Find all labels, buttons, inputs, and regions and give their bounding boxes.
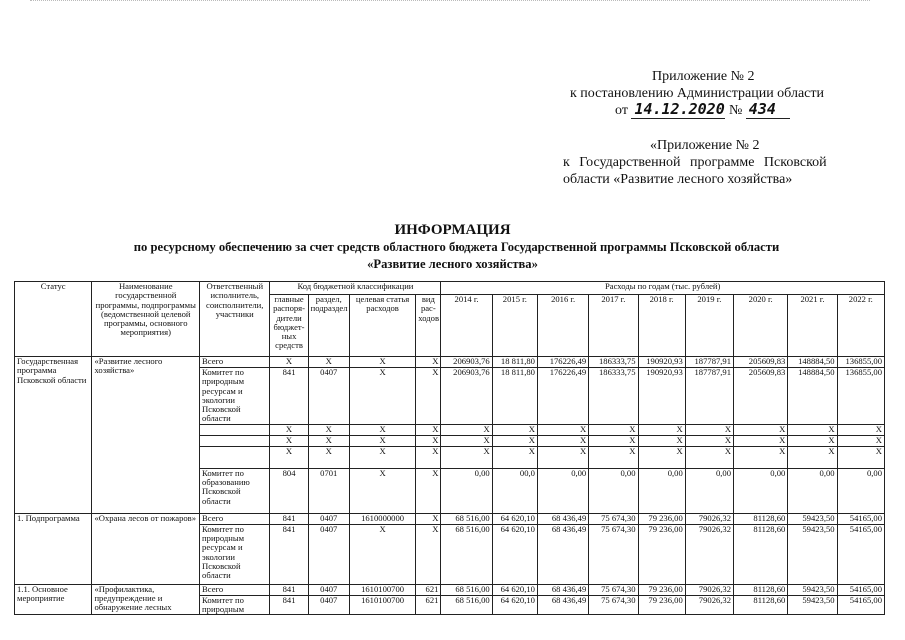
cell-expense-value: X: [589, 435, 638, 446]
cell-expense-value: 18 811,80: [492, 357, 537, 368]
header-name: Наименование государственной программы, подпрограммы (ведомственной целевой программы, основного мероприятия): [92, 282, 200, 357]
appendix-line2: к постановлению Администрации области: [570, 86, 824, 101]
cell-section: 0407: [308, 513, 349, 524]
cell-target: X: [349, 357, 415, 368]
cell-expense-value: X: [685, 446, 733, 468]
cell-section: X: [308, 435, 349, 446]
cell-expense-value: X: [441, 446, 492, 468]
table-row: [15, 513, 885, 524]
cell-grbs: 841: [270, 584, 308, 595]
cell-grbs: 804: [270, 468, 308, 513]
cell-expense-value: X: [537, 446, 588, 468]
handwritten-date: 14.12.2020: [631, 101, 725, 119]
cell-section: 0407: [308, 595, 349, 615]
cell-responsible: [200, 424, 270, 435]
header-year: 2017 г.: [589, 295, 638, 357]
cell-expense-value: X: [734, 435, 788, 446]
date-prefix: от: [615, 103, 628, 118]
cell-responsible: Комитет по природным ресурсам и экологии Псковской области: [200, 524, 270, 584]
cell-expense-value: 18 811,80: [492, 368, 537, 425]
cell-expense-value: 187787,91: [685, 357, 733, 368]
cell-expense-value: 68 516,00: [441, 584, 492, 595]
cell-grbs: X: [270, 357, 308, 368]
header-responsible: Ответственный исполнитель, соисполнители, участники: [200, 282, 270, 357]
cell-expense-value: X: [788, 446, 837, 468]
cell-kind: X: [416, 468, 441, 513]
header-year: 2018 г.: [638, 295, 685, 357]
cell-grbs: 841: [270, 368, 308, 425]
cell-expense-value: X: [638, 435, 685, 446]
cell-section: 0701: [308, 468, 349, 513]
cell-grbs: 841: [270, 513, 308, 524]
cell-kind: X: [416, 424, 441, 435]
cell-expense-value: 79026,32: [685, 595, 733, 615]
cell-expense-value: 75 674,30: [589, 524, 638, 584]
cell-expense-value: 0,00: [537, 468, 588, 513]
cell-expense-value: 68 436,49: [537, 595, 588, 615]
cell-kind: X: [416, 357, 441, 368]
cell-expense-value: 81128,60: [734, 524, 788, 584]
cell-expense-value: X: [537, 435, 588, 446]
cell-kind: 621: [416, 595, 441, 615]
header-year: 2021 г.: [788, 295, 837, 357]
document-title: ИНФОРМАЦИЯ: [394, 222, 511, 238]
number-prefix: №: [728, 103, 743, 118]
cell-grbs: X: [270, 446, 308, 468]
cell-grbs: 841: [270, 524, 308, 584]
cell-expense-value: X: [441, 424, 492, 435]
cell-expense-value: 68 436,49: [537, 524, 588, 584]
cell-section: X: [308, 446, 349, 468]
cell-expense-value: 176226,49: [537, 368, 588, 425]
cell-expense-value: 54165,00: [837, 595, 884, 615]
cell-responsible: [200, 446, 270, 468]
cell-expense-value: 148884,50: [788, 357, 837, 368]
cell-responsible: [200, 435, 270, 446]
cell-expense-value: 64 620,10: [492, 513, 537, 524]
cell-responsible: Всего: [200, 584, 270, 595]
cell-expense-value: 54165,00: [837, 524, 884, 584]
header-status: Статус: [15, 282, 92, 357]
cell-expense-value: 187787,91: [685, 368, 733, 425]
cell-name: «Профилактика, предупреждение и обнаружение лесных: [92, 584, 200, 615]
cell-expense-value: X: [537, 424, 588, 435]
cell-expense-value: 59423,50: [788, 524, 837, 584]
cell-expense-value: X: [685, 424, 733, 435]
document-subtitle-program: «Развитие лесного хозяйства»: [367, 257, 538, 271]
cell-expense-value: X: [788, 435, 837, 446]
cell-target: X: [349, 446, 415, 468]
cell-target: X: [349, 424, 415, 435]
cell-expense-value: 136855,00: [837, 357, 884, 368]
cell-expense-value: 136855,00: [837, 368, 884, 425]
cell-responsible: Всего: [200, 357, 270, 368]
header-expenses: Расходы по годам (тыс. рублей): [441, 282, 885, 295]
cell-expense-value: X: [638, 424, 685, 435]
table-row: [15, 584, 885, 595]
cell-grbs: X: [270, 424, 308, 435]
table-row: [15, 357, 885, 368]
cell-expense-value: 59423,50: [788, 513, 837, 524]
cell-expense-value: 186333,75: [589, 368, 638, 425]
cell-expense-value: 00,0: [492, 468, 537, 513]
cell-expense-value: 68 436,49: [537, 584, 588, 595]
cell-expense-value: 64 620,10: [492, 595, 537, 615]
handwritten-number: 434: [746, 101, 790, 119]
cell-section: 0407: [308, 584, 349, 595]
appendix2-line3: области «Развитие лесного хозяйства»: [563, 172, 793, 187]
cell-expense-value: 75 674,30: [589, 584, 638, 595]
cell-expense-value: 205609,83: [734, 357, 788, 368]
cell-expense-value: 79 236,00: [638, 524, 685, 584]
cell-target: X: [349, 524, 415, 584]
cell-expense-value: X: [492, 424, 537, 435]
cell-expense-value: 68 516,00: [441, 595, 492, 615]
cell-target: X: [349, 368, 415, 425]
header-target: целевая статья расходов: [349, 295, 415, 357]
cell-name: «Охрана лесов от пожаров»: [92, 513, 200, 584]
cell-grbs: X: [270, 435, 308, 446]
cell-expense-value: 75 674,30: [589, 513, 638, 524]
cell-expense-value: 59423,50: [788, 595, 837, 615]
cell-expense-value: 68 516,00: [441, 513, 492, 524]
cell-expense-value: 0,00: [734, 468, 788, 513]
cell-kind: X: [416, 435, 441, 446]
cell-status: Государственная программа Псковской области: [15, 357, 92, 514]
cell-section: X: [308, 424, 349, 435]
cell-expense-value: 0,00: [837, 468, 884, 513]
cell-expense-value: 206903,76: [441, 357, 492, 368]
table-body: [15, 282, 885, 615]
header-budget-code: Код бюджетной классификации: [270, 282, 441, 295]
header-year: 2019 г.: [685, 295, 733, 357]
cell-expense-value: X: [837, 424, 884, 435]
cell-expense-value: 64 620,10: [492, 524, 537, 584]
cell-kind: X: [416, 446, 441, 468]
cell-expense-value: 186333,75: [589, 357, 638, 368]
cell-expense-value: X: [734, 424, 788, 435]
cell-section: 0407: [308, 524, 349, 584]
appendix2-line2: к Государственной программе Псковской: [563, 155, 827, 170]
header-year: 2014 г.: [441, 295, 492, 357]
cell-expense-value: 75 674,30: [589, 595, 638, 615]
cell-expense-value: 64 620,10: [492, 584, 537, 595]
cell-target: X: [349, 435, 415, 446]
cell-expense-value: 59423,50: [788, 584, 837, 595]
cell-target: 1610100700: [349, 584, 415, 595]
cell-responsible: Всего: [200, 513, 270, 524]
header-year: 2016 г.: [537, 295, 588, 357]
cell-target: X: [349, 468, 415, 513]
cell-expense-value: 68 436,49: [537, 513, 588, 524]
header-year: 2020 г.: [734, 295, 788, 357]
cell-expense-value: 206903,76: [441, 368, 492, 425]
header-year: 2015 г.: [492, 295, 537, 357]
cell-expense-value: X: [788, 424, 837, 435]
cell-expense-value: X: [837, 435, 884, 446]
cell-expense-value: X: [837, 446, 884, 468]
cell-expense-value: 81128,60: [734, 513, 788, 524]
cell-status: 1. Подпрограмма: [15, 513, 92, 584]
cell-expense-value: X: [685, 435, 733, 446]
cell-expense-value: X: [589, 424, 638, 435]
cell-expense-value: 148884,50: [788, 368, 837, 425]
cell-responsible: Комитет по образованию Псковской области: [200, 468, 270, 513]
cell-expense-value: 0,00: [441, 468, 492, 513]
cell-expense-value: 0,00: [788, 468, 837, 513]
cell-expense-value: X: [589, 446, 638, 468]
cell-expense-value: 0,00: [638, 468, 685, 513]
cell-expense-value: X: [734, 446, 788, 468]
appendix-date-line: [615, 101, 790, 119]
cell-target: 1610100700: [349, 595, 415, 615]
document-subtitle: по ресурсному обеспечению за счет средств областного бюджета Государственной программы Псковской области: [133, 240, 780, 254]
cell-target: 1610000000: [349, 513, 415, 524]
cell-expense-value: 79026,32: [685, 584, 733, 595]
cell-status: 1.1. Основное мероприятие: [15, 584, 92, 615]
appendix-line1: Приложение № 2: [652, 69, 755, 84]
cell-expense-value: 79 236,00: [638, 595, 685, 615]
header-row-1: [15, 282, 885, 295]
cell-expense-value: 176226,49: [537, 357, 588, 368]
cell-expense-value: 54165,00: [837, 513, 884, 524]
cell-expense-value: 79 236,00: [638, 584, 685, 595]
cell-name: «Развитие лесного хозяйства»: [92, 357, 200, 514]
header-year: 2022 г.: [837, 295, 884, 357]
cell-expense-value: X: [492, 446, 537, 468]
scan-artifact-line: [30, 0, 870, 4]
header-section: раздел, подраздел: [308, 295, 349, 357]
cell-expense-value: 205609,83: [734, 368, 788, 425]
cell-expense-value: 79 236,00: [638, 513, 685, 524]
cell-grbs: 841: [270, 595, 308, 615]
cell-expense-value: 190920,93: [638, 368, 685, 425]
cell-section: 0407: [308, 368, 349, 425]
cell-kind: X: [416, 368, 441, 425]
cell-kind: 621: [416, 584, 441, 595]
cell-expense-value: 81128,60: [734, 595, 788, 615]
cell-kind: X: [416, 524, 441, 584]
header-kind: вид рас-ходов: [416, 295, 441, 357]
cell-expense-value: 79026,32: [685, 524, 733, 584]
header-grbs: главные распоря-дители бюджет-ных средств: [270, 295, 308, 357]
cell-expense-value: 190920,93: [638, 357, 685, 368]
resource-table: [14, 281, 885, 615]
cell-expense-value: 68 516,00: [441, 524, 492, 584]
cell-responsible: Комитет по природным: [200, 595, 270, 615]
cell-expense-value: 0,00: [589, 468, 638, 513]
cell-expense-value: 54165,00: [837, 584, 884, 595]
cell-expense-value: 0,00: [685, 468, 733, 513]
cell-expense-value: 81128,60: [734, 584, 788, 595]
cell-section: X: [308, 357, 349, 368]
cell-expense-value: 79026,32: [685, 513, 733, 524]
appendix2-line1: «Приложение № 2: [650, 138, 760, 153]
cell-expense-value: X: [492, 435, 537, 446]
cell-responsible: Комитет по природным ресурсам и экологии Псковской области: [200, 368, 270, 425]
cell-kind: X: [416, 513, 441, 524]
cell-expense-value: X: [638, 446, 685, 468]
cell-expense-value: X: [441, 435, 492, 446]
